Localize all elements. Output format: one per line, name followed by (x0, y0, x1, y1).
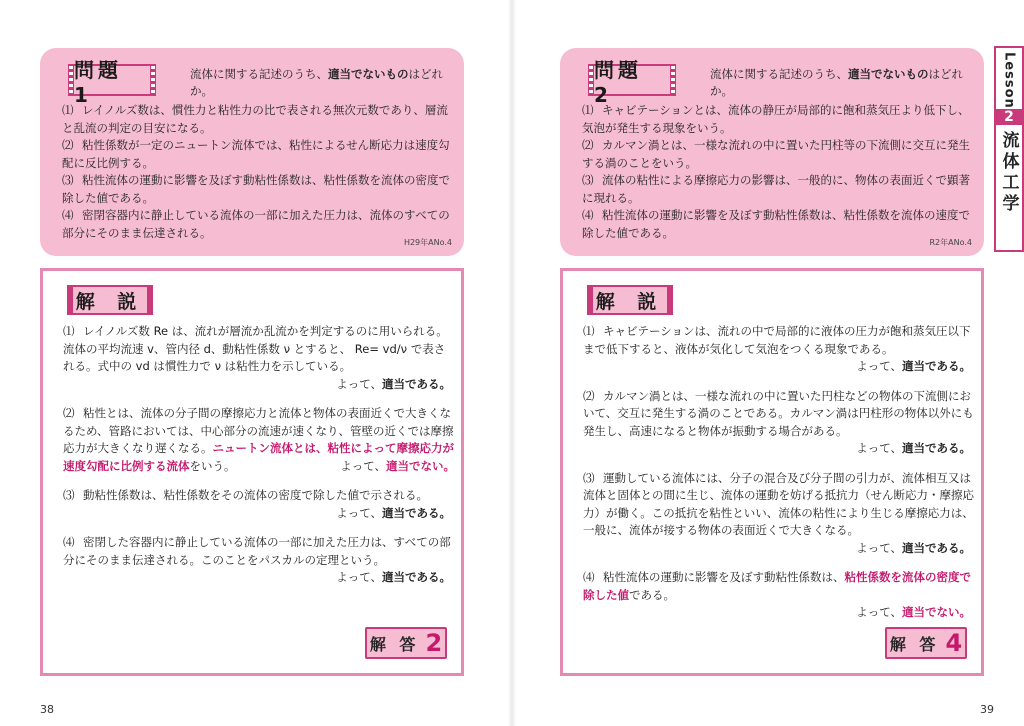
question-item: ⑵ カルマン渦とは、一様な流れの中に置いた円柱等の下流側に交互に発生する渦のことをいう。 (582, 138, 970, 170)
lesson-label: Lesson (1001, 52, 1017, 109)
lesson-topic: 流体工学 (998, 130, 1019, 215)
explanation-paragraph: ⑴ キャビテーションは、流れの中で局部的に液体の圧力が飽和蒸気圧以下まで低下すると、液体が気化して気泡をつくる現象である。 よって、適当である。 (583, 324, 971, 373)
lesson-side-tab (994, 46, 1024, 252)
question-box-1 (40, 48, 464, 256)
explanation-paragraph: ⑵ 粘性とは、流体の分子間の摩擦応力と流体と物体の表面近くで大きくなるため、管路においては、中心部分の流速が速くなり、管壁の近くでは摩擦応力が大きくなり遅くなる。ニュートン流体とは、粘性によって摩擦応力が速度勾配に比例する流体をいう。 よって、適当でない。 (63, 406, 455, 473)
question-item: ⑷ 密閉容器内に静止している流体の一部に加えた圧力は、流体のすべての部分にそのまま伝達される。 (62, 208, 450, 240)
question-item: ⑵ 粘性係数が一定のニュートン流体では、粘性によるせん断応力は速度勾配に反比例する。 (62, 138, 450, 170)
page-number: 38 (40, 703, 54, 716)
question-lead: 流体に関する記述のうち、適当でないものはどれか。 (190, 67, 443, 98)
question-title: 問題 1 (68, 64, 156, 96)
question-title: 問題 2 (588, 64, 676, 96)
explanation-paragraph: ⑴ レイノルズ数 Re は、流れが層流か乱流かを判定するのに用いられる。流体の平均流速 v、管内径 d、動粘性係数 ν とすると、 Re= vd/ν で表される。式中の vd は慣性力で ν は粘性力を示している。 よって、適当である。 (63, 324, 451, 391)
explanation-title: 解 説 (587, 285, 673, 315)
answer-badge: 解 答 4 (885, 627, 967, 659)
explanation-body (63, 323, 455, 599)
explanation-body (583, 323, 975, 634)
question-items (582, 102, 970, 242)
explanation-box-1 (40, 268, 464, 676)
question-lead: 流体に関する記述のうち、適当でないものはどれか。 (710, 67, 963, 98)
answer-value: 2 (425, 629, 443, 657)
explanation-paragraph: ⑷ 密閉した容器内に静止している流体の一部に加えた圧力は、すべての部分にそのまま伝達される。このことをパスカルの定理という。 よって、適当である。 (63, 535, 451, 584)
question-box-2 (560, 48, 984, 256)
question-item: ⑴ キャビテーションとは、流体の静圧が局部的に飽和蒸気圧より低下し、気泡が発生する現象をいう。 (582, 103, 970, 135)
answer-value: 4 (945, 629, 963, 657)
lesson-number: 2 (996, 109, 1022, 125)
explanation-paragraph: ⑵ カルマン渦とは、一様な流れの中に置いた円柱などの物体の下流側において、交互に発生する渦のことである。カルマン渦は円柱形の物体以外にも発生し、高速になると物体が振動する場合がある。 よって、適当である。 (583, 388, 974, 455)
question-item: ⑷ 粘性流体の運動に影響を及ぼす動粘性係数は、粘性係数を流体の速度で除した値である。 (582, 208, 970, 240)
explanation-paragraph: ⑶ 運動している流体には、分子の混合及び分子間の引力が、流体相互又は流体と固体との間に生じ、流体の運動を妨げる抵抗力（せん断応力・摩擦応力）が働く。この抵抗を粘性といい、流体の粘性により生じる摩擦応力は、一般に、流体が接する物体の表面近くで大きくなる。 よって、適当である。 (583, 470, 974, 555)
right-page (512, 0, 1024, 726)
question-item: ⑴ レイノルズ数は、慣性力と粘性力の比で表される無次元数であり、層流と乱流の判定の目安になる。 (62, 103, 448, 135)
answer-badge: 解 答 2 (365, 627, 447, 659)
explanation-title: 解 説 (67, 285, 153, 315)
explanation-paragraph: ⑶ 動粘性係数は、粘性係数をその流体の密度で除した値で示される。 よって、適当である。 (63, 488, 451, 520)
question-reference: H29年ANo.4 (403, 238, 452, 247)
question-reference: R2年ANo.4 (929, 238, 972, 247)
question-item: ⑶ 粘性流体の運動に影響を及ぼす動粘性係数は、粘性係数を流体の密度で除した値である。 (62, 173, 450, 205)
explanation-box-2 (560, 268, 984, 676)
explanation-paragraph: ⑷ 粘性流体の運動に影響を及ぼす動粘性係数は、粘性係数を流体の密度で除した値である。 よって、適当でない。 (583, 570, 971, 619)
question-items (62, 102, 450, 242)
question-item: ⑶ 流体の粘性による摩擦応力の影響は、一般的に、物体の表面近くで顕著に現れる。 (582, 173, 970, 205)
page-number: 39 (980, 703, 994, 716)
